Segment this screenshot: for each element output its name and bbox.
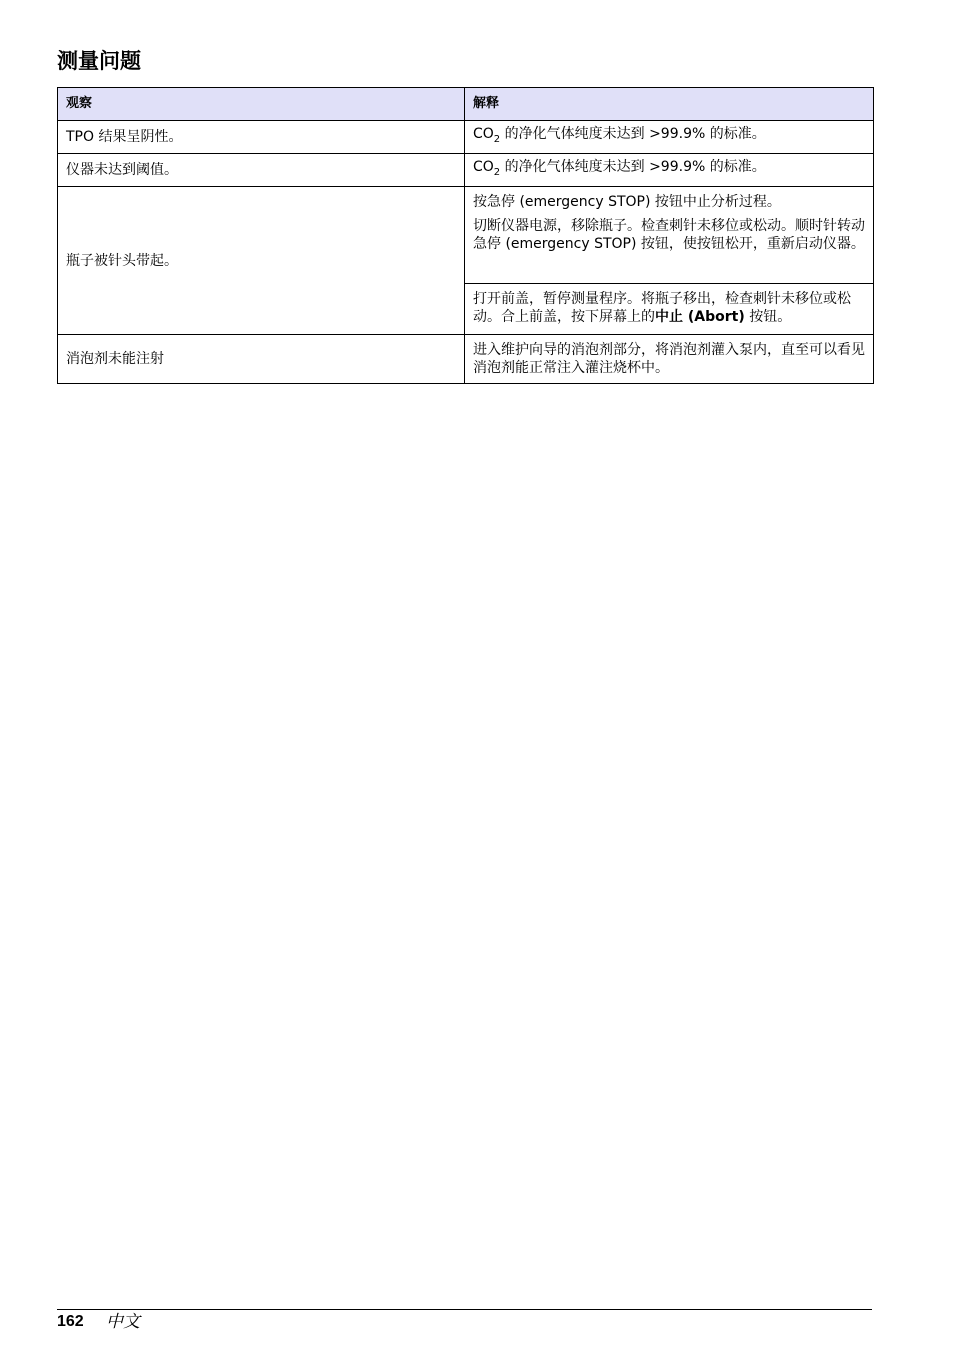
explanation-text: 的净化气体纯度未达到 >99.9% 的标准。: [500, 126, 766, 142]
explanation-cell: [465, 154, 874, 187]
column-header-explanation: 解释: [465, 88, 874, 121]
observation-cell: 仪器未达到阈值。: [58, 154, 465, 187]
column-header-observation: 观察: [58, 88, 465, 121]
measurement-issues-table: [57, 87, 874, 384]
explanation-cell: [465, 284, 874, 335]
observation-cell: 瓶子被针头带起。: [58, 187, 465, 335]
table-row: [58, 154, 874, 187]
page-number: 162: [57, 1313, 84, 1330]
explanation-cell: [465, 121, 874, 154]
explanation-paragraph: 按急停 (emergency STOP) 按钮中止分析过程。: [473, 194, 781, 210]
table-row: [58, 121, 874, 154]
observation-cell: 消泡剂未能注射: [58, 335, 465, 384]
explanation-text: 打开前盖，暂停测量程序。将瓶子移出，检查刺针未移位或松动。合上前盖，按下屏幕上的: [473, 291, 851, 325]
footer-language: 中文: [106, 1312, 140, 1332]
formula-subscript: 2: [493, 134, 501, 145]
table-row: [58, 187, 874, 284]
formula-co: CO: [473, 126, 494, 142]
abort-button-reference: 中止 (Abort): [655, 309, 745, 325]
section-title: 测量问题: [57, 49, 141, 73]
table-header-row: [58, 88, 874, 121]
explanation-cell: [465, 187, 874, 284]
explanation-paragraph: 切断仪器电源，移除瓶子。检查刺针未移位或松动。顺时针转动急停 (emergency STOP) 按钮，使按钮松开，重新启动仪器。: [473, 218, 865, 252]
table-row: [58, 335, 874, 384]
formula-co: CO: [473, 159, 494, 175]
explanation-text: 按钮。: [744, 309, 792, 325]
observation-cell: TPO 结果呈阴性。: [58, 121, 465, 154]
footer-divider: [57, 1309, 872, 1310]
explanation-text: 的净化气体纯度未达到 >99.9% 的标准。: [500, 159, 766, 175]
formula-subscript: 2: [493, 167, 501, 178]
explanation-cell: 进入维护向导的消泡剂部分，将消泡剂灌入泵内，直至可以看见消泡剂能正常注入灌注烧杯中。: [465, 335, 874, 384]
